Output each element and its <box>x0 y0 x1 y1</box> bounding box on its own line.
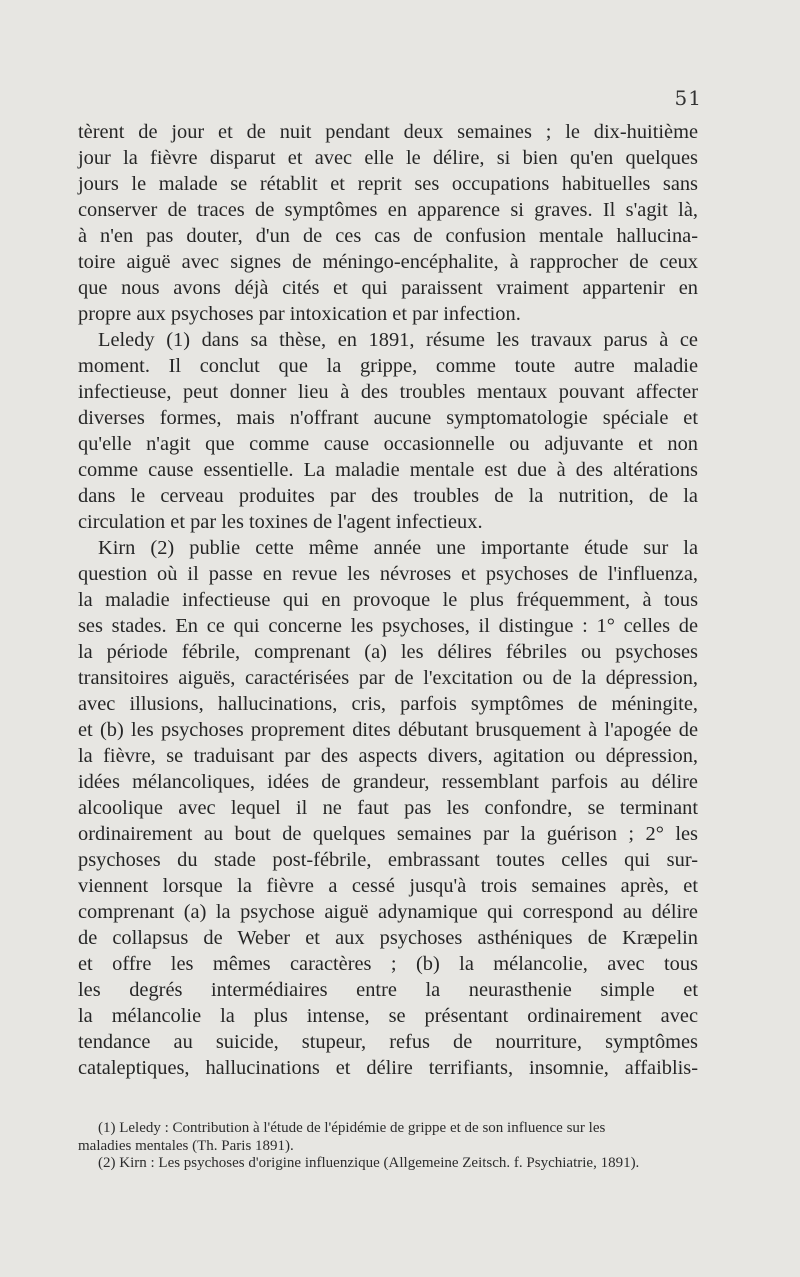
text-line: cataleptiques, hallucinations et délire terrifiants, insomnie, affaiblis- <box>78 1057 698 1079</box>
text-line: circulation et par les toxines de l'agent infectieux. <box>78 511 483 533</box>
text-line: et offre les mêmes caractères ; (b) la mélancolie, avec tous <box>78 953 698 975</box>
paragraph-3 <box>78 535 698 1081</box>
text-line: les degrés intermédiaires entre la neurasthenie simple et <box>78 979 698 1001</box>
text-line: la maladie infectieuse qui en provoque le plus fréquemment, à tous <box>78 589 698 611</box>
text-line: comprenant (a) la psychose aiguë adynamique qui correspond au délire <box>78 901 698 923</box>
text-line: question où il passe en revue les névroses et psychoses de l'influenza, <box>78 563 698 585</box>
text-line: Kirn (2) publie cette même année une importante étude sur la <box>98 537 698 559</box>
footnote-line: (2) Kirn : Les psychoses d'origine influenzique (Allgemeine Zeitsch. f. Psychiatrie, 1891). <box>98 1155 640 1171</box>
text-line: idées mélancoliques, idées de grandeur, ressemblant parfois au délire <box>78 771 698 793</box>
text-line: que nous avons déjà cités et qui paraissent vraiment appartenir en <box>78 277 698 299</box>
footnote-2 <box>78 1155 700 1173</box>
text-line: viennent lorsque la fièvre a cessé jusqu'à trois semaines après, et <box>78 875 698 897</box>
text-line: la fièvre, se traduisant par des aspects divers, agitation ou dépression, <box>78 745 698 767</box>
text-line: et (b) les psychoses proprement dites débutant brusquement à l'apogée de <box>78 719 698 741</box>
text-line: qu'elle n'agit que comme cause occasionnelle ou adjuvante et non <box>78 433 698 455</box>
text-line: ses stades. En ce qui concerne les psychoses, il distingue : 1° celles de <box>78 615 698 637</box>
text-line: diverses formes, mais n'offrant aucune symptomatologie spéciale et <box>78 407 698 429</box>
paragraph-2 <box>78 327 698 535</box>
footnote-line: maladies mentales (Th. Paris 1891). <box>78 1137 294 1154</box>
footnotes <box>78 1120 700 1173</box>
text-line: moment. Il conclut que la grippe, comme toute autre maladie <box>78 355 698 377</box>
text-line: transitoires aiguës, caractérisées par de l'excitation ou de la dépression, <box>78 667 698 689</box>
text-line: la mélancolie la plus intense, se présentant ordinairement avec <box>78 1005 698 1027</box>
footnote-1 <box>78 1120 700 1155</box>
text-line: Leledy (1) dans sa thèse, en 1891, résume les travaux parus à ce <box>98 329 698 351</box>
text-line: la période fébrile, comprenant (a) les délires fébriles ou psychoses <box>78 641 698 663</box>
text-line: dans le cerveau produites par des troubles de la nutrition, de la <box>78 485 698 507</box>
text-line: tèrent de jour et de nuit pendant deux semaines ; le dix-huitième <box>78 121 698 143</box>
text-line: alcoolique avec lequel il ne faut pas les confondre, se terminant <box>78 797 698 819</box>
text-line: conserver de traces de symptômes en apparence si graves. Il s'agit là, <box>78 199 698 221</box>
text-line: ordinairement au bout de quelques semaines par la guérison ; 2° les <box>78 823 698 845</box>
text-line: tendance au suicide, stupeur, refus de nourriture, symptômes <box>78 1031 698 1053</box>
footnote-line: (1) Leledy : Contribution à l'étude de l'épidémie de grippe et de son influence sur les <box>98 1120 606 1136</box>
text-line: jour la fièvre disparut et avec elle le délire, si bien qu'en quelques <box>78 147 698 169</box>
text-line: avec illusions, hallucinations, cris, parfois symptômes de méningite, <box>78 693 698 715</box>
text-line: comme cause essentielle. La maladie mentale est due à des altérations <box>78 459 698 481</box>
paragraph-1 <box>78 119 698 327</box>
text-line: toire aiguë avec signes de méningo-encéphalite, à rapprocher de ceux <box>78 251 698 273</box>
page-number: 51 <box>674 86 702 110</box>
body-text <box>78 119 698 1081</box>
text-line: infectieuse, peut donner lieu à des troubles mentaux pouvant affecter <box>78 381 698 403</box>
text-line: jours le malade se rétablit et reprit ses occupations habituelles sans <box>78 173 698 195</box>
text-line: à n'en pas douter, d'un de ces cas de confusion mentale hallucina- <box>78 225 698 247</box>
text-line: propre aux psychoses par intoxication et par infection. <box>78 303 521 325</box>
text-line: psychoses du stade post-fébrile, embrassant toutes celles qui sur- <box>78 849 698 871</box>
text-line: de collapsus de Weber et aux psychoses asthéniques de Kræpelin <box>78 927 698 949</box>
